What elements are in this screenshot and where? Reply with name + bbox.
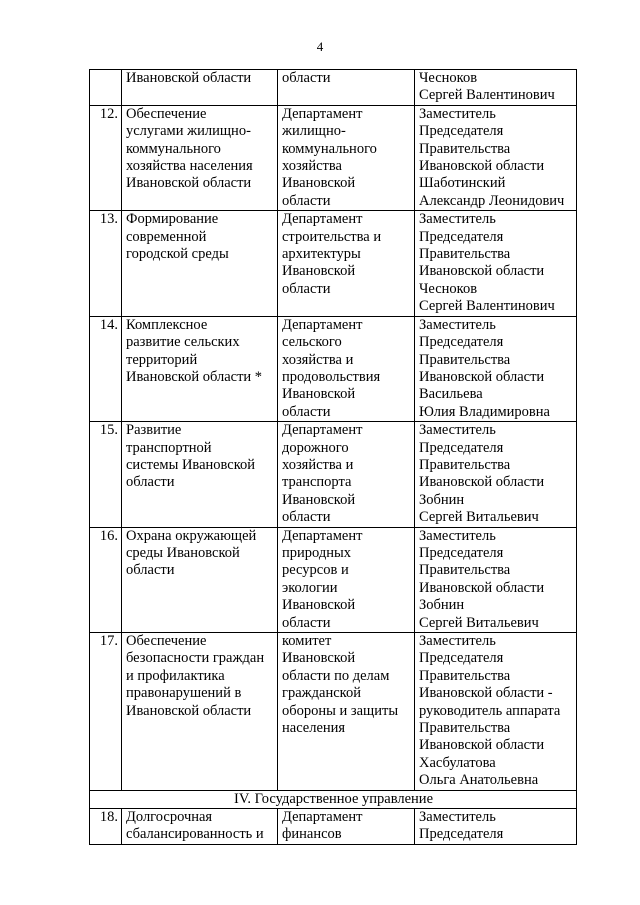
programs-table	[89, 69, 577, 845]
executor: Департамент финансов	[278, 809, 415, 845]
program-name: Ивановской области	[122, 70, 278, 106]
program-name: Формирование современной городской среды	[122, 211, 278, 316]
row-number: 17.	[90, 633, 122, 791]
row-number: 18.	[90, 809, 122, 845]
executor: области	[278, 70, 415, 106]
executor: Департамент строительства и архитектуры Ивановской области	[278, 211, 415, 316]
program-name: Охрана окружающей среды Ивановской области	[122, 527, 278, 632]
curator: Заместитель Председателя Правительства Ивановской области Васильева Юлия Владимировна	[415, 316, 577, 421]
program-name: Долгосрочная сбалансированность и	[122, 809, 278, 845]
table-row	[90, 809, 577, 845]
executor: Департамент дорожного хозяйства и транспорта Ивановской области	[278, 422, 415, 527]
section-title: IV. Государственное управление	[90, 790, 577, 808]
curator: Заместитель Председателя	[415, 809, 577, 845]
row-number: 16.	[90, 527, 122, 632]
table-row	[90, 633, 577, 791]
curator: Заместитель Председателя Правительства Ивановской области - руководитель аппарата Правительства Ивановской области Хасбулатова Ольга Анатольевна	[415, 633, 577, 791]
program-name: Комплексное развитие сельских территорий Ивановской области *	[122, 316, 278, 421]
program-name: Обеспечение безопасности граждан и профилактика правонарушений в Ивановской области	[122, 633, 278, 791]
curator: Заместитель Председателя Правительства Ивановской области Зобнин Сергей Витальевич	[415, 422, 577, 527]
curator: Чесноков Сергей Валентинович	[415, 70, 577, 106]
curator: Заместитель Председателя Правительства Ивановской области Зобнин Сергей Витальевич	[415, 527, 577, 632]
program-name: Развитие транспортной системы Ивановской области	[122, 422, 278, 527]
row-number: 13.	[90, 211, 122, 316]
page-number: 4	[316, 39, 324, 54]
executor: Департамент сельского хозяйства и продовольствия Ивановской области	[278, 316, 415, 421]
executor: Департамент природных ресурсов и экологии Ивановской области	[278, 527, 415, 632]
row-number: 14.	[90, 316, 122, 421]
row-number: 15.	[90, 422, 122, 527]
table-row	[90, 527, 577, 632]
table-row	[90, 211, 577, 316]
row-number	[90, 70, 122, 106]
section-row	[90, 790, 577, 808]
table-row	[90, 422, 577, 527]
executor: Департамент жилищно- коммунального хозяйства Ивановской области	[278, 105, 415, 210]
table-row	[90, 105, 577, 210]
table-row	[90, 70, 577, 106]
curator: Заместитель Председателя Правительства Ивановской области Шаботинский Александр Леонидович	[415, 105, 577, 210]
program-name: Обеспечение услугами жилищно- коммунального хозяйства населения Ивановской области	[122, 105, 278, 210]
curator: Заместитель Председателя Правительства Ивановской области Чесноков Сергей Валентинович	[415, 211, 577, 316]
executor: комитет Ивановской области по делам гражданской обороны и защиты населения	[278, 633, 415, 791]
table-row	[90, 316, 577, 421]
row-number: 12.	[90, 105, 122, 210]
